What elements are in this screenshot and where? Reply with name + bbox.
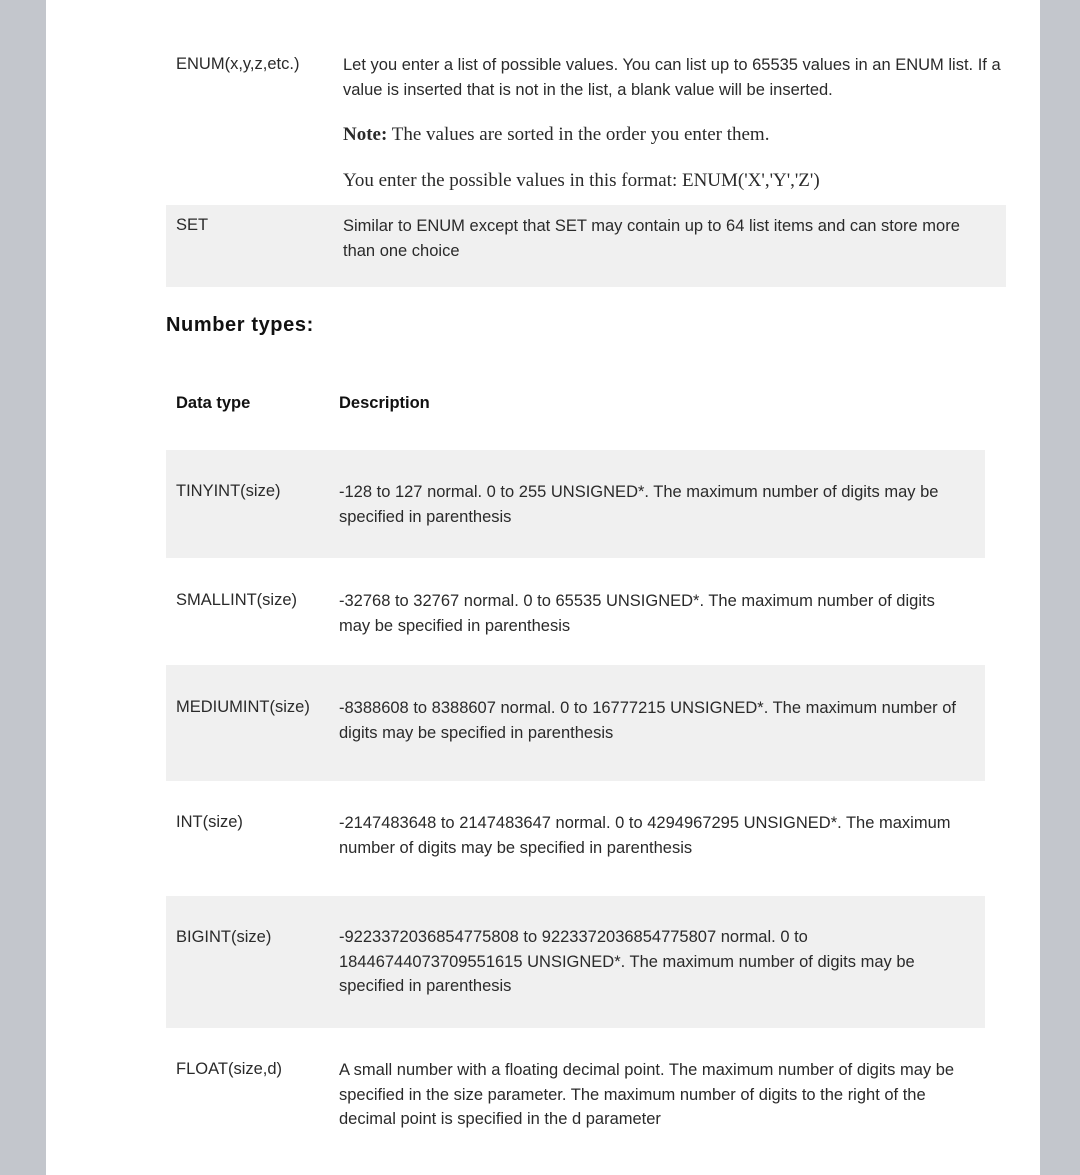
document-page xyxy=(46,0,1040,1175)
row-description: -2147483648 to 2147483647 normal. 0 to 4294967295 UNSIGNED*. The maximum number of digits may be specified in parenthesis xyxy=(339,814,951,857)
table-row xyxy=(166,781,985,896)
section-title: Number types: xyxy=(166,314,314,336)
enum-note xyxy=(343,124,1003,146)
set-row xyxy=(166,205,1006,287)
header-description: Description xyxy=(339,394,430,412)
enum-format: You enter the possible values in this format: ENUM('X','Y','Z') xyxy=(343,170,820,191)
row-type: MEDIUMINT(size) xyxy=(176,698,310,716)
row-type: TINYINT(size) xyxy=(176,482,281,500)
row-type: FLOAT(size,d) xyxy=(176,1060,283,1078)
table-row xyxy=(166,450,985,558)
table-row xyxy=(166,665,985,781)
table-row xyxy=(166,558,985,665)
table-row xyxy=(166,1028,985,1148)
enum-note-label: Note: xyxy=(343,124,388,145)
row-description: -32768 to 32767 normal. 0 to 65535 UNSIGNED*. The maximum number of digits may be specified in parenthesis xyxy=(339,592,935,635)
set-type: SET xyxy=(176,216,209,234)
row-type: SMALLINT(size) xyxy=(176,591,298,609)
row-description: -8388608 to 8388607 normal. 0 to 16777215 UNSIGNED*. The maximum number of digits may be specified in parenthesis xyxy=(339,699,956,742)
header-data-type: Data type xyxy=(176,394,251,412)
enum-description: Let you enter a list of possible values. You can list up to 65535 values in an ENUM list. If a value is inserted that is not in the list, a blank value will be inserted. xyxy=(343,56,1001,99)
row-type: BIGINT(size) xyxy=(176,928,272,946)
row-description: -128 to 127 normal. 0 to 255 UNSIGNED*. The maximum number of digits may be specified in parenthesis xyxy=(339,483,939,526)
enum-row xyxy=(166,50,1006,200)
enum-type: ENUM(x,y,z,etc.) xyxy=(176,55,300,73)
row-description: -9223372036854775808 to 9223372036854775807 normal. 0 to 18446744073709551615 UNSIGNED*. The maximum number of digits may be specified in parenthesis xyxy=(339,928,915,995)
set-description: Similar to ENUM except that SET may contain up to 64 list items and can store more than one choice xyxy=(343,217,960,260)
row-type: INT(size) xyxy=(176,813,243,831)
table-row xyxy=(166,896,985,1028)
row-description: A small number with a floating decimal point. The maximum number of digits may be specified in the size parameter. The maximum number of digits to the right of the decimal point is specified in the d parameter xyxy=(339,1061,955,1128)
enum-note-text: The values are sorted in the order you enter them. xyxy=(387,124,770,145)
